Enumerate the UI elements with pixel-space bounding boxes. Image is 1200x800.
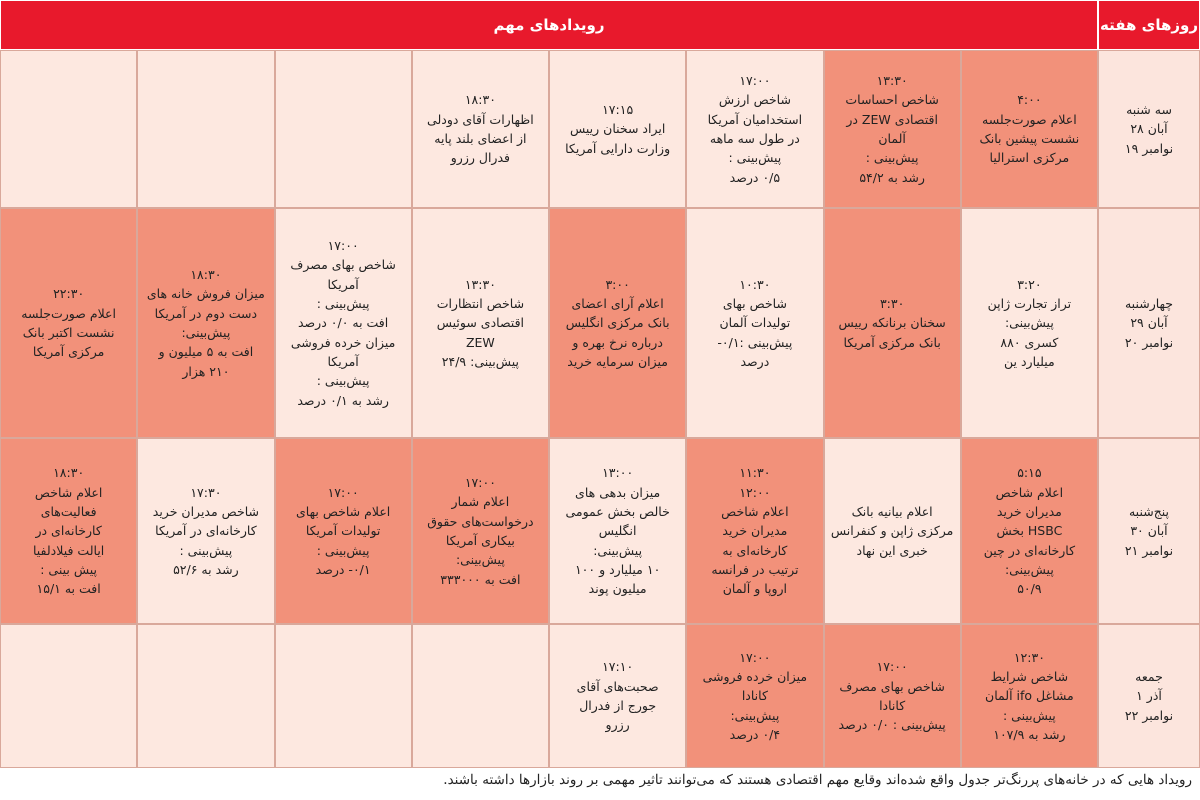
event-line: پیش‌بینی: [455, 552, 505, 568]
event-line: اعلام شاخص [34, 484, 103, 500]
event-line: درباره نرخ بهره و [572, 334, 663, 350]
event-line: میزان فروش خانه های [146, 286, 265, 302]
day-label [1098, 208, 1200, 438]
event-line: شاخص بهای مصرف [839, 678, 945, 694]
event-time: ۲۲:۳۰ [53, 286, 85, 302]
event-line: ۱۰ میلیارد و ۱۰۰ [574, 562, 661, 578]
empty-cell [0, 624, 137, 768]
event-line: ZEW [465, 334, 495, 350]
event-line: HSBC بخش [996, 523, 1063, 539]
event-time: ۵:۱۵ [1017, 465, 1042, 481]
event-line: اعلام صورت‌جلسه [21, 305, 116, 321]
event-line: خبری این نهاد [856, 542, 928, 558]
event-line: شاخص ارزش [718, 92, 791, 108]
event-line: مشاغل ifo آلمان [985, 688, 1074, 704]
event-cell [824, 208, 961, 438]
event-line: پیش بینی : [40, 562, 98, 578]
event-line: پیش‌بینی : [728, 150, 782, 166]
event-time: ۱۳:۳۰ [876, 72, 908, 88]
event-line: شاخص بهای [722, 295, 787, 311]
event-cell [137, 438, 274, 624]
event-line: رزرو [605, 717, 630, 733]
event-line: ۰/۱- درصد [315, 562, 371, 578]
event-time: ۳:۲۰ [1017, 276, 1042, 292]
event-line: پیش‌بینی: [1004, 562, 1054, 578]
event-line: تولیدات آمریکا [305, 523, 381, 539]
persian-date: ۲۸ آبان [1130, 121, 1168, 137]
event-cell [961, 208, 1098, 438]
event-line: کارخانه‌ای به [722, 542, 788, 558]
event-cell [686, 624, 823, 768]
empty-cell [275, 624, 412, 768]
event-time: ۱۸:۳۰ [53, 465, 85, 481]
event-line: کانادا [879, 698, 906, 713]
event-time: اعلام بیانیه بانک [851, 503, 933, 519]
event-time: ۱۷:۰۰ [876, 659, 908, 675]
event-line: سخنان برنانکه رییس [838, 315, 946, 331]
event-line: میلیارد ین [1004, 354, 1055, 370]
weekday: چهارشنبه [1124, 295, 1174, 311]
empty-cell [275, 50, 412, 208]
event-line: اعلام شاخص [721, 503, 789, 519]
gregorian-date: ۲۰ نوامبر [1124, 334, 1174, 350]
event-line: ایالت فیلادلفیا [32, 542, 105, 558]
event-line: اعلام شمار [451, 494, 510, 510]
event-line: صحبت‌های آقای [576, 678, 659, 694]
event-line: میزان سرمایه خرید [567, 354, 668, 370]
event-line: مرکزی آمریکا [32, 344, 105, 360]
event-line: اقتصادی سوئیس [436, 315, 525, 331]
event-line: پیش‌بینی: ۲۴/۹ [441, 354, 519, 370]
event-line: بانک مرکزی آمریکا [843, 334, 941, 350]
empty-cell [412, 624, 549, 768]
event-cell [549, 438, 686, 624]
day-label [1098, 50, 1200, 208]
event-cell [686, 208, 823, 438]
event-line: ۵۰/۹ [1017, 581, 1042, 597]
persian-date: ۱ آذر [1136, 688, 1162, 704]
event-line: ۰/۵ درصد [729, 169, 781, 185]
event-line: شاخص شرایط [990, 668, 1069, 684]
event-line: پیش‌بینی : [316, 373, 370, 389]
event-cell [824, 50, 961, 208]
event-time: ۳:۳۰ [879, 295, 905, 311]
event-line: دست دوم در آمریکا [154, 305, 258, 321]
event-line: شاخص مدیران خرید [152, 503, 259, 519]
event-time: ۱۷:۱۵ [602, 101, 634, 117]
event-line: افت به ۵ میلیون و [158, 344, 254, 360]
event-line: نشست اکتبر بانک [22, 325, 115, 340]
event-cell [961, 624, 1098, 768]
event-line: پیش‌بینی : [865, 150, 919, 166]
event-line: پیش‌بینی : [316, 542, 370, 558]
event-cell [412, 438, 549, 624]
event-line: پیش‌بینی : ۰/۰ درصد [838, 717, 946, 733]
event-line: ترتیب در فرانسه [711, 562, 799, 578]
persian-date: ۳۰ آبان [1130, 523, 1168, 539]
event-line: رشد به ۰/۱ درصد [297, 392, 389, 408]
event-line: وزارت دارایی آمریکا [565, 140, 671, 156]
event-line: کارخانه‌ای در [35, 523, 102, 539]
event-line: میزان بدهی های [575, 484, 661, 500]
event-line: از اعضای بلند پایه [434, 131, 527, 146]
event-line: میزان خرده فروشی [290, 334, 396, 350]
empty-cell [137, 50, 274, 208]
days-header: روزهای هفته [1098, 0, 1200, 50]
event-line: ۱۲:۰۰ [739, 484, 771, 500]
event-time: ۱۰:۳۰ [739, 276, 771, 292]
event-line: آلمان [878, 131, 906, 146]
event-line: پیش‌بینی : [179, 542, 233, 558]
gregorian-date: ۲۲ نوامبر [1124, 707, 1174, 723]
footer-note: رویداد هایی که در خانه‌های پررنگ‌تر جدول واقع شده‌اند وقایع مهم اقتصادی هستند که می‌توانند تاثیر مهمی بر روند بازارها داشته باشند. [443, 772, 1192, 788]
event-line: پیش‌بینی: [181, 325, 231, 340]
event-line: رشد به ۵۴/۲ [859, 169, 925, 185]
event-time: ۱۷:۱۰ [602, 659, 634, 675]
event-line: بیکاری آمریکا [445, 533, 515, 548]
event-line: شاخص انتظارات [436, 295, 525, 311]
event-time: ۱۳:۰۰ [602, 465, 634, 481]
event-line: افت به ۰/۰ درصد [298, 315, 389, 331]
day-label [1098, 438, 1200, 624]
event-cell [275, 438, 412, 624]
event-line: ۲۱۰ هزار [182, 363, 230, 379]
event-line: پیش‌بینی: [730, 707, 780, 723]
event-line: پیش‌بینی : [1002, 707, 1056, 723]
event-line: کسری ۸۸۰ [1000, 334, 1059, 350]
event-line: اعلام شاخص [995, 484, 1064, 500]
event-cell [686, 50, 823, 208]
event-time: ۱۷:۰۰ [464, 474, 496, 490]
event-time: ۴:۰۰ [1017, 92, 1042, 108]
event-time: ۱۷:۰۰ [739, 72, 771, 88]
event-cell [412, 208, 549, 438]
event-line: در طول سه ماهه [709, 131, 800, 146]
event-line: پیش‌بینی: [1004, 315, 1054, 331]
event-cell [824, 624, 961, 768]
event-line: آمریکا [327, 276, 359, 292]
event-line: تراز تجارت ژاپن [987, 295, 1072, 311]
event-line: مدیران خرید [996, 503, 1062, 519]
persian-date: ۲۹ آبان [1130, 315, 1168, 331]
event-line: بانک مرکزی انگلیس [565, 315, 670, 331]
event-line: تولیدات آلمان [719, 315, 791, 331]
event-line: نشست پیشین بانک [979, 131, 1080, 146]
event-line: درخواست‌های حقوق [427, 513, 534, 529]
event-line: شاخص بهای مصرف [290, 257, 396, 273]
event-cell [961, 438, 1098, 624]
event-line: افت به ۱۵/۱ [36, 581, 101, 597]
event-line: کارخانه‌ای در چین [983, 542, 1076, 558]
event-line: افت به ۳۳۳۰۰۰ [440, 571, 521, 587]
event-line: درصد [740, 354, 770, 370]
event-cell [275, 208, 412, 438]
event-line: مدیران خرید [722, 523, 788, 539]
day-label [1098, 624, 1200, 768]
event-time: ۳:۰۰ [605, 276, 630, 292]
event-time: ۱۷:۰۰ [739, 649, 771, 665]
event-time: ۱۷:۰۰ [327, 484, 359, 500]
event-line: اعلام صورت‌جلسه [982, 111, 1077, 127]
event-line: پیش‌بینی : [316, 295, 370, 311]
event-cell [137, 208, 274, 438]
event-time: ۱۷:۳۰ [190, 484, 222, 500]
event-line: شاخص احساسات [845, 92, 939, 108]
event-cell [0, 208, 137, 438]
event-line: پیش‌بینی: [593, 542, 643, 558]
event-line: اعلام شاخص بهای [296, 503, 391, 519]
event-line: کانادا [741, 688, 768, 704]
event-line: انگلیس [598, 523, 637, 539]
event-cell [412, 50, 549, 208]
event-line: کارخانه‌ای در آمریکا [155, 523, 257, 539]
event-line: فدرال رزرو [450, 150, 510, 166]
event-line: اعلام آرای اعضای [571, 295, 664, 311]
event-line: استخدامیان آمریکا [707, 111, 803, 127]
events-header: رویدادهای مهم [0, 0, 1098, 50]
gregorian-date: ۱۹ نوامبر [1124, 140, 1174, 156]
event-line: اظهارات آقای دودلی [427, 111, 534, 127]
event-line: رشد به ۱۰۷/۹ [993, 727, 1066, 743]
event-cell [549, 208, 686, 438]
weekday: جمعه [1135, 668, 1163, 684]
event-line: رشد به ۵۲/۶ [173, 562, 239, 578]
event-line: مرکزی ژاپن و کنفرانس [830, 523, 954, 539]
event-line: ۰/۴ درصد [729, 727, 781, 743]
empty-cell [0, 50, 137, 208]
event-line: ایراد سخنان رییس [569, 121, 666, 137]
event-line: پیش‌بینی :۰/۱- [717, 334, 793, 350]
event-cell [824, 438, 961, 624]
event-line: مرکزی استرالیا [989, 150, 1070, 166]
event-time: ۱۳:۳۰ [464, 276, 496, 292]
event-line: جورج از فدرال [579, 698, 657, 713]
event-time: ۱۲:۳۰ [1013, 649, 1045, 665]
event-time: ۱۱:۳۰ [739, 465, 771, 481]
event-time: ۱۸:۳۰ [190, 266, 222, 282]
event-time: ۱۸:۳۰ [464, 92, 496, 108]
event-time: ۱۷:۰۰ [327, 237, 359, 253]
weekday: پنج‌شنبه [1128, 503, 1170, 519]
event-cell [961, 50, 1098, 208]
event-line: آمریکا [327, 354, 359, 370]
event-line: میلیون پوند [588, 581, 647, 597]
gregorian-date: ۲۱ نوامبر [1124, 542, 1174, 558]
event-line: اقتصادی ZEW در [846, 111, 938, 127]
event-line: خالص بخش عمومی [565, 503, 670, 519]
event-cell [549, 50, 686, 208]
event-cell [0, 438, 137, 624]
weekday: سه شنبه [1126, 101, 1172, 117]
event-cell [549, 624, 686, 768]
event-line: میزان خرده فروشی [702, 668, 808, 684]
event-cell [686, 438, 823, 624]
event-line: فعالیت‌های [40, 503, 97, 519]
empty-cell [137, 624, 274, 768]
event-line: اروپا و آلمان [722, 581, 788, 597]
